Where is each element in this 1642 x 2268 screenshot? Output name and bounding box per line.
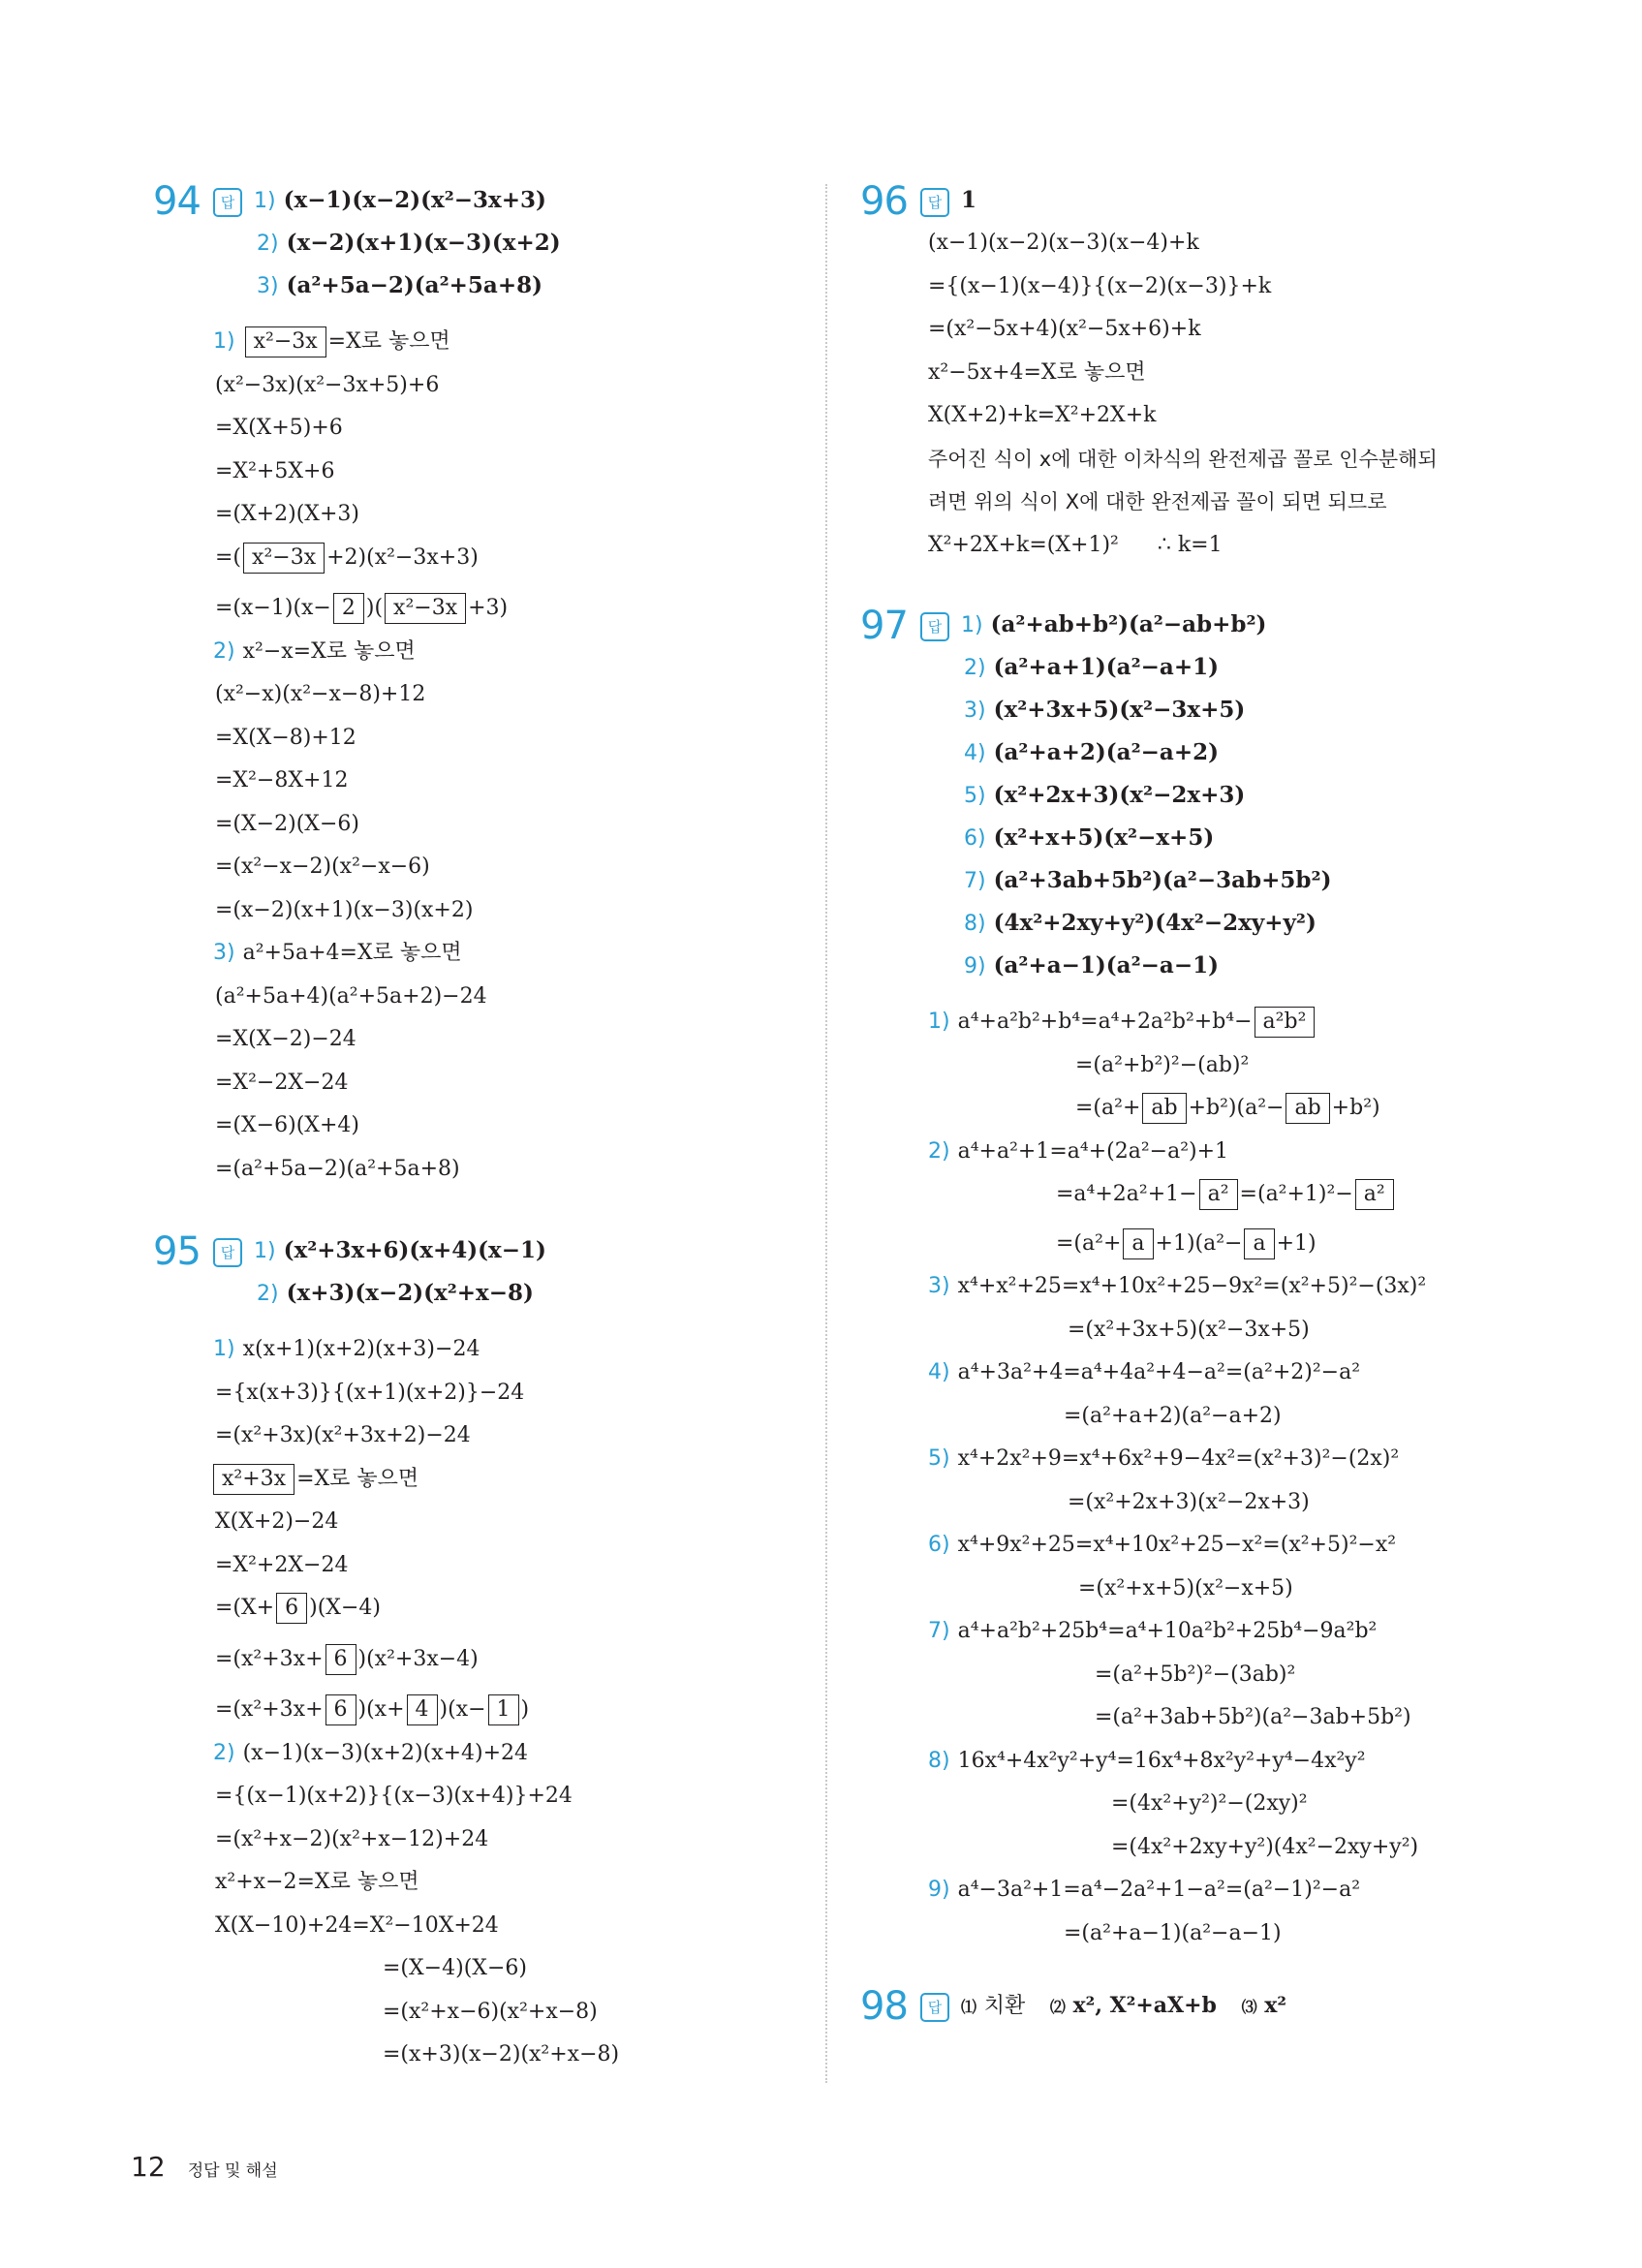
blank-box: a² <box>1199 1179 1238 1210</box>
solution-line: =(a²+ ab +b²)(a²− ab +b²) <box>852 1087 1531 1131</box>
solution-line: (x²−x)(x²−x−8)+12 <box>215 682 426 706</box>
blank-box: x²−3x <box>243 543 325 574</box>
solution-line: =(x²+3x+ 6 )(x+ 4 )(x− 1 ) <box>145 1689 804 1732</box>
solution-step-head: 3) x⁴+x²+25=x⁴+10x²+25−9x²=(x²+5)²−(3x)² <box>928 1274 1427 1298</box>
solution-line: =(x²−x−2)(x²−x−6) <box>215 854 430 879</box>
solution-line: =(a²+5b²)²−(3ab)² <box>1095 1662 1296 1687</box>
solution-step-head: 5) x⁴+2x²+9=x⁴+6x²+9−4x²=(x²+3)²−(2x)² <box>928 1446 1400 1471</box>
solution-step-head: 6) x⁴+9x²+25=x⁴+10x²+25−x²=(x²+5)²−x² <box>928 1533 1397 1557</box>
answer-line: 7) (a²+3ab+5b²)(a²−3ab+5b²) <box>964 867 1332 893</box>
blank-box: a <box>1244 1228 1274 1259</box>
answer-line: 9) (a²+a−1)(a²−a−1) <box>964 952 1219 979</box>
blank-box: x²−3x <box>245 326 326 357</box>
solution-line: =X(X+5)+6 <box>215 416 343 440</box>
solution-line: =(x²−5x+4)(x²−5x+6)+k <box>928 317 1201 341</box>
solution-step-head: 4) a⁴+3a²+4=a⁴+4a²+4−a²=(a²+2)²−a² <box>928 1360 1361 1384</box>
answer-line: ⑴ 치환 ⑵ x², X²+aX+b ⑶ x² <box>961 1993 1287 2018</box>
problem-number: 94 <box>153 179 201 224</box>
blank-box: x²−3x <box>385 593 466 624</box>
solution-line: x²+3x =X로 놓으면 <box>145 1458 804 1502</box>
blank-box: 6 <box>325 1644 356 1675</box>
answer-badge: 답 <box>213 1238 242 1267</box>
solution-95 <box>145 1328 804 2077</box>
solution-step-head: 1) a⁴+a²b²+b⁴=a⁴+2a²b²+b⁴− a²b² <box>852 1001 1531 1044</box>
blank-box: 2 <box>333 593 364 624</box>
solution-line: (a²+5a+4)(a²+5a+2)−24 <box>215 983 487 1009</box>
problem-97 <box>852 604 1531 1955</box>
right-column <box>852 179 1531 2027</box>
solution-step-head: 1) x(x+1)(x+2)(x+3)−24 <box>213 1337 480 1361</box>
solution-line: =(X−4)(X−6) <box>383 1956 527 1980</box>
solution-97 <box>852 1001 1531 1955</box>
solution-line: =(X−2)(X−6) <box>215 811 359 836</box>
solution-line: 주어진 식이 x에 대한 이차식의 완전제곱 꼴로 인수분해되 <box>928 447 1438 471</box>
solution-step-head: 2) x²−x=X로 놓으면 <box>213 638 416 664</box>
solution-line: (x−1)(x−2)(x−3)(x−4)+k <box>928 231 1199 255</box>
solution-step-head: 2) (x−1)(x−3)(x+2)(x+4)+24 <box>213 1740 529 1765</box>
solution-line: X(X+2)+k=X²+2X+k <box>928 403 1157 427</box>
solution-line: X(X+2)−24 <box>215 1509 339 1534</box>
solution-line: (x²−3x)(x²−3x+5)+6 <box>215 372 440 397</box>
solution-line: =(a²+3ab+5b²)(a²−3ab+5b²) <box>1095 1705 1411 1729</box>
solution-line: =a⁴+2a²+1− a² =(a²+1)²− a² <box>852 1173 1531 1217</box>
solution-line: =X(X−2)−24 <box>215 1027 356 1051</box>
answer-line: 1) (x−1)(x−2)(x²−3x+3) <box>254 187 546 213</box>
answer-line: 2) (x−2)(x+1)(x−3)(x+2) <box>257 230 561 256</box>
solution-line: ={(x−1)(x−4)}{(x−2)(x−3)}+k <box>928 273 1272 298</box>
problem-number: 96 <box>860 179 908 224</box>
answer-line: 1) (a²+ab+b²)(a²−ab+b²) <box>961 611 1267 637</box>
solution-line: =(a²+ a +1)(a²− a +1) <box>852 1223 1531 1266</box>
solution-line: =(4x²+2xy+y²)(4x²−2xy+y²) <box>1111 1834 1419 1859</box>
column-divider <box>825 184 827 2083</box>
page-number: 12 <box>131 2151 166 2183</box>
solution-line: =(4x²+y²)²−(2xy)² <box>1111 1791 1308 1816</box>
answer-line: 4) (a²+a+2)(a²−a+2) <box>964 739 1219 765</box>
solution-94 <box>145 321 804 1191</box>
solution-line: =(x−1)(x− 2 )( x²−3x +3) <box>145 587 804 631</box>
solution-line: =(x+3)(x−2)(x²+x−8) <box>383 2042 620 2066</box>
blank-box: 6 <box>276 1593 307 1624</box>
problem-98 <box>852 1984 1531 2027</box>
problem-number: 98 <box>860 1984 908 2029</box>
left-column <box>145 179 804 2077</box>
solution-line: =X²+2X−24 <box>215 1552 349 1577</box>
solution-line: =(x²+3x+ 6 )(x²+3x−4) <box>145 1638 804 1682</box>
answer-line: 6) (x²+x+5)(x²−x+5) <box>964 824 1215 851</box>
solution-line: =(x²+x+5)(x²−x+5) <box>1078 1575 1293 1600</box>
solution-line: =(x²+3x)(x²+3x+2)−24 <box>215 1423 471 1447</box>
problem-number: 95 <box>153 1229 201 1274</box>
solution-line: =X²−8X+12 <box>215 768 349 792</box>
solution-step-head: 2) a⁴+a²+1=a⁴+(2a²−a²)+1 <box>928 1138 1229 1164</box>
solution-step-head: 7) a⁴+a²b²+25b⁴=a⁴+10a²b²+25b⁴−9a²b² <box>928 1619 1378 1643</box>
solution-line: ={x(x+3)}{(x+1)(x+2)}−24 <box>215 1380 525 1405</box>
answer-line: 2) (x+3)(x−2)(x²+x−8) <box>257 1280 534 1306</box>
blank-box: ab <box>1142 1093 1186 1124</box>
answer-badge: 답 <box>213 188 242 217</box>
solution-step-head: 9) a⁴−3a²+1=a⁴−2a²+1−a²=(a²−1)²−a² <box>928 1878 1361 1902</box>
problem-96 <box>852 179 1531 567</box>
solution-line: =(x²+2x+3)(x²−2x+3) <box>1068 1489 1310 1514</box>
blank-box: a <box>1123 1228 1153 1259</box>
solution-line: =(x−2)(x+1)(x−3)(x+2) <box>215 897 474 922</box>
blank-box: a² <box>1355 1179 1394 1210</box>
blank-box: a²b² <box>1255 1007 1316 1038</box>
blank-box: ab <box>1286 1093 1329 1124</box>
solution-line: 려면 위의 식이 X에 대한 완전제곱 꼴이 되면 되므로 <box>928 490 1387 513</box>
solution-line: X²+2X+k=(X+1)² ∴ k=1 <box>928 532 1223 557</box>
solution-96 <box>852 222 1531 567</box>
solution-line: =(X−6)(X+4) <box>215 1113 359 1137</box>
answer-line: 5) (x²+2x+3)(x²−2x+3) <box>964 782 1246 808</box>
solution-line: =(a²+a+2)(a²−a+2) <box>1064 1403 1282 1428</box>
answer-badge: 답 <box>920 1993 949 2022</box>
solution-line: x²+x−2=X로 놓으면 <box>215 1870 419 1894</box>
problem-95 <box>145 1229 804 2077</box>
solution-line: X(X−10)+24=X²−10X+24 <box>215 1912 499 1938</box>
solution-line: =X(X−8)+12 <box>215 725 356 750</box>
solution-line: =(x²+3x+5)(x²−3x+5) <box>1068 1317 1310 1342</box>
solution-line: =(a²+b²)²−(ab)² <box>1075 1052 1250 1077</box>
problem-94 <box>145 179 804 1191</box>
answer-badge: 답 <box>920 612 949 641</box>
answer-line: 1 <box>961 187 977 213</box>
solution-line: =X²+5X+6 <box>215 458 335 483</box>
solution-line: =(x²+x−2)(x²+x−12)+24 <box>215 1826 489 1851</box>
answer-line: 3) (x²+3x+5)(x²−3x+5) <box>964 697 1246 723</box>
solution-line: =(X+ 6 )(X−4) <box>145 1587 804 1631</box>
footer-label: 정답 및 해설 <box>187 2161 278 2181</box>
solution-line: x²−5x+4=X로 놓으면 <box>928 359 1146 385</box>
answer-line: 1) (x²+3x+6)(x+4)(x−1) <box>254 1237 546 1263</box>
solution-line: ={(x−1)(x+2)}{(x−3)(x+4)}+24 <box>215 1784 573 1808</box>
blank-box: x²+3x <box>213 1464 294 1495</box>
solution-step-head: 3) a²+5a+4=X로 놓으면 <box>213 941 462 965</box>
answer-badge: 답 <box>920 188 949 217</box>
blank-box: 1 <box>488 1694 519 1725</box>
answer-line: 8) (4x²+2xy+y²)(4x²−2xy+y²) <box>964 910 1317 936</box>
page-footer <box>131 2151 278 2183</box>
solution-step-head: 1) x²−3x =X로 놓으면 <box>145 321 804 364</box>
solution-line: =X²−2X−24 <box>215 1070 349 1095</box>
solution-step-head: 8) 16x⁴+4x²y²+y⁴=16x⁴+8x²y²+y⁴−4x²y² <box>928 1748 1366 1773</box>
blank-box: 4 <box>407 1694 438 1725</box>
solution-line: =( x²−3x +2)(x²−3x+3) <box>145 537 804 580</box>
solution-line: =(X+2)(X+3) <box>215 502 359 526</box>
solution-line: =(a²+a−1)(a²−a−1) <box>1064 1920 1282 1945</box>
solution-line: =(a²+5a−2)(a²+5a+8) <box>215 1156 460 1181</box>
answer-line: 3) (a²+5a−2)(a²+5a+8) <box>257 272 542 298</box>
problem-number: 97 <box>860 604 908 648</box>
solution-line: =(x²+x−6)(x²+x−8) <box>383 1999 598 2024</box>
answer-line: 2) (a²+a+1)(a²−a+1) <box>964 654 1219 680</box>
blank-box: 6 <box>325 1694 356 1725</box>
